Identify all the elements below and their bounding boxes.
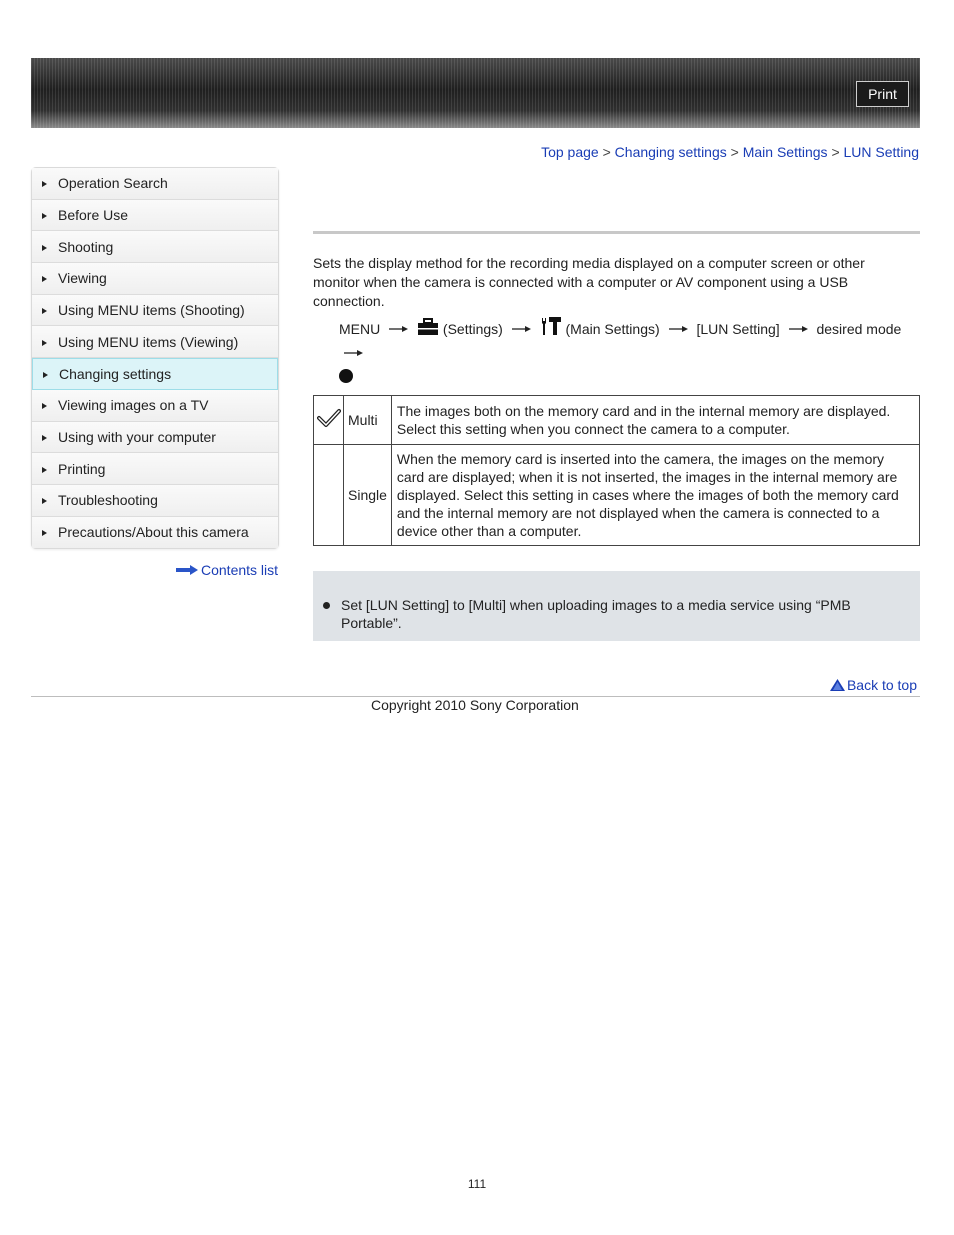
back-to-top-label: Back to top <box>846 677 917 693</box>
triangle-right-icon <box>42 276 47 282</box>
contents-list-link[interactable] <box>176 562 278 578</box>
long-arrow-right-icon <box>669 325 689 333</box>
sidebar-item-operation-search[interactable] <box>32 168 278 200</box>
menu-path-menu: MENU <box>339 321 381 337</box>
center-button-icon <box>339 369 353 383</box>
sidebar-item-label: Printing <box>58 460 106 477</box>
menu-path-lun: [LUN Setting] <box>696 321 780 337</box>
sidebar-item-label: Precautions/About this camera <box>58 524 249 541</box>
sidebar-item-label: Using MENU items (Viewing) <box>58 333 239 350</box>
wrench-hammer-icon <box>540 316 562 336</box>
sidebar-item-label: Shooting <box>58 238 114 255</box>
long-arrow-right-icon <box>344 349 364 357</box>
mode-table <box>313 395 920 546</box>
breadcrumb-separator: > <box>831 144 840 160</box>
note-text: Set [LUN Setting] to [Multi] when uploading images to a media service using “PMB Portable”. <box>341 597 851 631</box>
menu-path-mode: desired mode <box>816 321 902 337</box>
sidebar-item-label: Troubleshooting <box>58 492 158 509</box>
sidebar-item-precautions[interactable] <box>32 517 278 549</box>
breadcrumb-changing-settings[interactable]: Changing settings <box>614 144 727 160</box>
sidebar-item-label: Viewing images on a TV <box>58 397 209 414</box>
triangle-right-icon <box>43 372 48 378</box>
sidebar-item-changing-settings[interactable] <box>32 358 278 390</box>
breadcrumb <box>541 144 919 160</box>
contents-list-label: Contents list <box>201 562 279 578</box>
mode-name: Single <box>344 445 392 546</box>
bullet-icon <box>323 602 330 609</box>
triangle-right-icon <box>42 340 47 346</box>
triangle-right-icon <box>42 435 47 441</box>
back-to-top-link[interactable] <box>830 677 917 693</box>
menu-path-settings: (Settings) <box>442 321 503 337</box>
long-arrow-right-icon <box>512 325 532 333</box>
breadcrumb-separator: > <box>730 144 739 160</box>
long-arrow-right-icon <box>789 325 809 333</box>
triangle-right-icon <box>42 467 47 473</box>
sidebar-item-printing[interactable] <box>32 453 278 485</box>
sidebar-item-label: Viewing <box>58 270 107 287</box>
sidebar-item-menu-shooting[interactable] <box>32 295 278 327</box>
breadcrumb-lun-setting[interactable]: LUN Setting <box>843 144 919 160</box>
title-divider <box>313 231 920 234</box>
triangle-right-icon <box>42 308 47 314</box>
page-number: 111 <box>467 1177 487 1191</box>
triangle-up-icon <box>830 679 845 691</box>
triangle-right-icon <box>42 213 47 219</box>
sidebar-item-shooting[interactable] <box>32 231 278 263</box>
sidebar-item-troubleshooting[interactable] <box>32 485 278 517</box>
note-box <box>313 571 920 641</box>
default-mark-cell <box>314 396 344 445</box>
breadcrumb-main-settings[interactable]: Main Settings <box>742 144 828 160</box>
table-row <box>314 445 920 546</box>
default-mark-cell <box>314 445 344 546</box>
checkmark-icon <box>317 408 341 428</box>
long-arrow-right-icon <box>389 325 409 333</box>
sidebar-item-label: Changing settings <box>59 365 172 382</box>
setting-description: Sets the display method for the recording media displayed on a computer screen or other monitor when the camera is connected with a computer or AV component using a USB connection. <box>313 255 865 309</box>
sidebar-item-viewing-tv[interactable] <box>32 390 278 422</box>
breadcrumb-separator: > <box>602 144 611 160</box>
sidebar-item-before-use[interactable] <box>32 200 278 232</box>
sidebar-nav <box>31 167 279 549</box>
triangle-right-icon <box>42 181 47 187</box>
toolbox-icon <box>417 318 439 336</box>
copyright: Copyright 2010 Sony Corporation <box>371 697 579 713</box>
arrow-right-icon <box>176 565 198 575</box>
triangle-right-icon <box>42 245 47 251</box>
sidebar-item-label: Operation Search <box>58 175 168 192</box>
sidebar-item-label: Before Use <box>58 207 129 224</box>
note-item <box>323 596 901 632</box>
triangle-right-icon <box>42 403 47 409</box>
triangle-right-icon <box>42 498 47 504</box>
header-banner <box>31 58 920 128</box>
table-row <box>314 396 920 445</box>
mode-description: When the memory card is inserted into the camera, the images on the memory card are displayed; when it is not inserted, the images in the internal memory are displayed. Select this setting in cases where the images of both the memory card and the internal memory are not displayed when the camera is connected to a device other than a computer. <box>391 445 919 546</box>
triangle-right-icon <box>42 530 47 536</box>
mode-description: The images both on the memory card and in the internal memory are displayed. Select this setting when you connect the camera to a computer. <box>391 396 919 445</box>
mode-name: Multi <box>344 396 392 445</box>
sidebar-item-label: Using MENU items (Shooting) <box>58 302 245 319</box>
breadcrumb-top-page[interactable]: Top page <box>541 144 599 160</box>
menu-path <box>339 316 909 383</box>
sidebar-item-computer[interactable] <box>32 422 278 454</box>
menu-path-main-settings: (Main Settings) <box>565 321 660 337</box>
print-button[interactable]: Print <box>856 81 909 107</box>
sidebar-item-label: Using with your computer <box>58 428 216 445</box>
sidebar-item-menu-viewing[interactable] <box>32 326 278 358</box>
sidebar-item-viewing[interactable] <box>32 263 278 295</box>
